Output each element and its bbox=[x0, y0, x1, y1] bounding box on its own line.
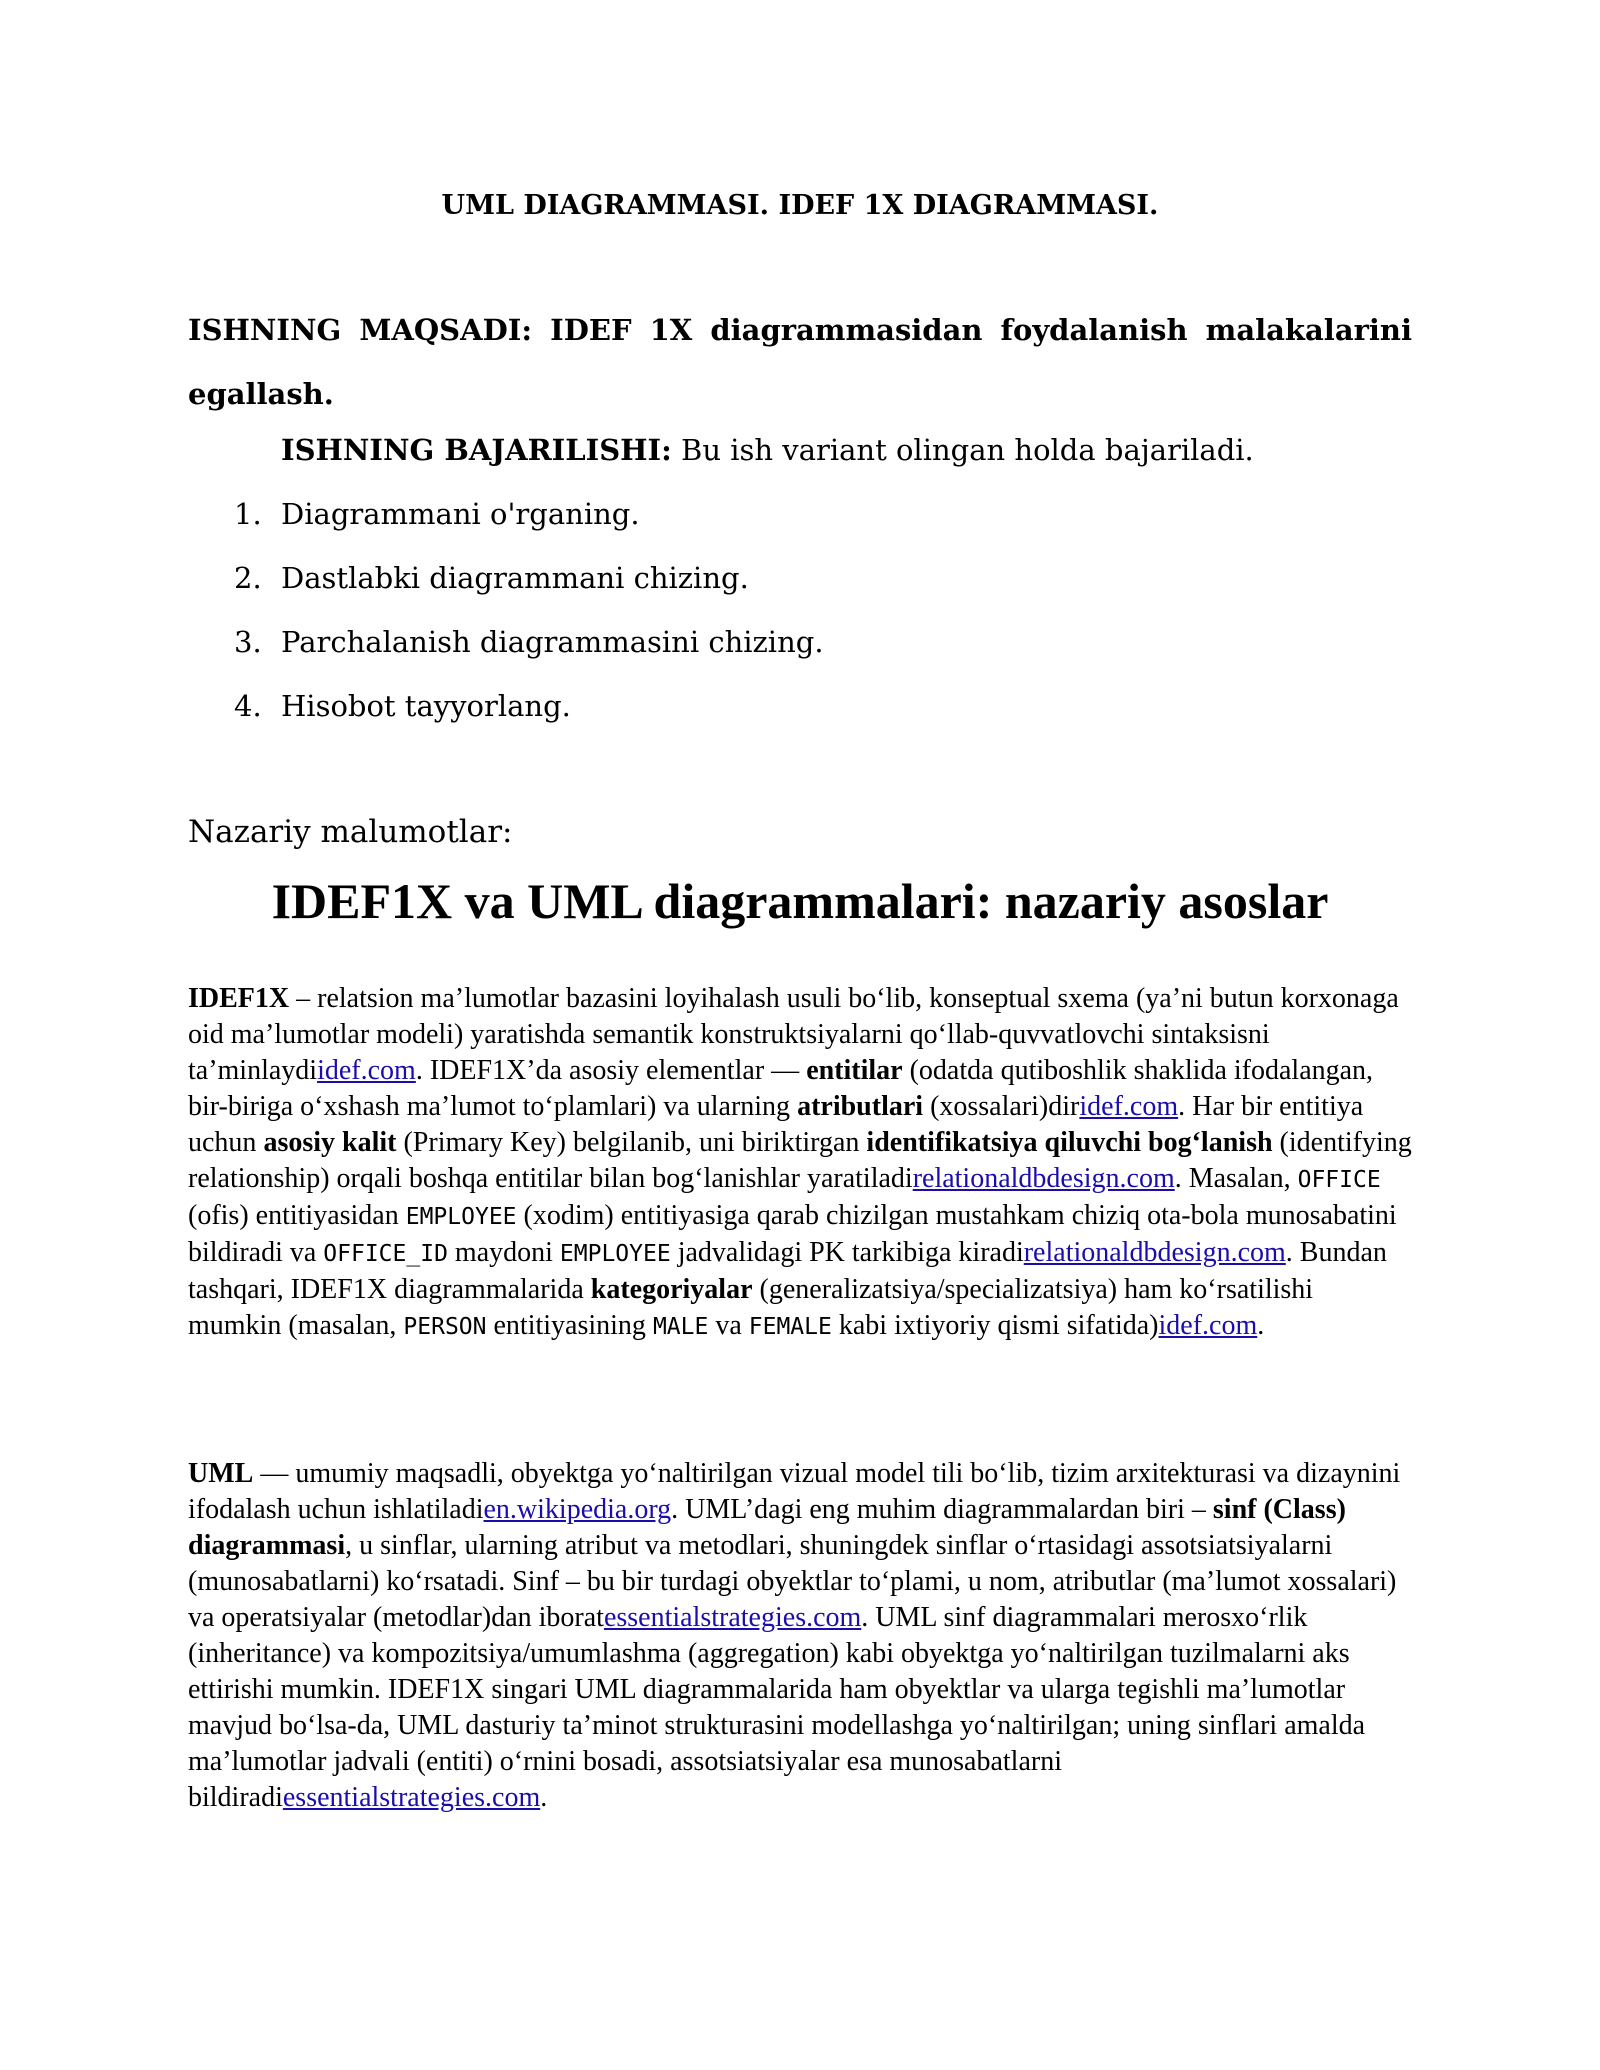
uml-paragraph bbox=[188, 1456, 1412, 1816]
text-run: , u sinflar, ularning atribut va metodlari, shuningdek sinflar o‘rtasidagi assotsiatsiyalarni (munosabatlarni) ko‘rsatadi. Sinf – bu bir turdagi obyektlar to‘plami, u nom, atributlar (ma’lumot xossalari) va operatsiyalar (metodlar)dan iborat bbox=[188, 1530, 1397, 1633]
term-identifying-relationship: identifikatsiya qiluvchi bog‘lanish bbox=[866, 1127, 1273, 1158]
text-run: (Primary Key) belgilanib, uni biriktirgan bbox=[396, 1127, 867, 1158]
goal-label: ISHNING MAQSADI: bbox=[188, 313, 533, 347]
code-female: FEMALE bbox=[748, 1314, 832, 1340]
document-title: UML DIAGRAMMASI. IDEF 1X DIAGRAMMASI. bbox=[441, 190, 1159, 221]
step-number: 4. bbox=[234, 689, 262, 723]
execution-text: Bu ish variant olingan holda bajariladi. bbox=[681, 433, 1254, 467]
source-link-essentialstrategies[interactable]: essentialstrategies.com bbox=[282, 1782, 541, 1813]
step-text: Diagrammani o'rganing. bbox=[281, 497, 640, 531]
list-item bbox=[188, 620, 1412, 684]
execution-label: ISHNING BAJARILISHI: bbox=[281, 433, 672, 467]
term-idef1x: IDEF1X bbox=[188, 983, 290, 1014]
text-run: . bbox=[540, 1782, 548, 1813]
term-kategoriyalar: kategoriyalar bbox=[590, 1274, 753, 1305]
list-item bbox=[188, 684, 1412, 748]
text-run: . Masalan, bbox=[1174, 1163, 1298, 1194]
source-link-relationaldbdesign[interactable]: relationaldbdesign.com bbox=[1023, 1237, 1286, 1268]
text-run: entitiyasining bbox=[486, 1310, 653, 1341]
step-text: Parchalanish diagrammasini chizing. bbox=[281, 625, 824, 659]
steps-list bbox=[188, 492, 1412, 748]
text-run: va bbox=[708, 1310, 749, 1341]
source-link-relationaldbdesign[interactable]: relationaldbdesign.com bbox=[912, 1163, 1175, 1194]
code-person: PERSON bbox=[403, 1314, 487, 1340]
text-run: (xossalari)dir bbox=[923, 1091, 1080, 1122]
code-employee: EMPLOYEE bbox=[559, 1241, 671, 1267]
text-run: – relatsion ma’lumotlar bazasini loyihalash usuli bo‘lib, konseptual sxema (ya’ni butun korxonaga oid ma’lumotlar modeli) yaratishda semantik konstruktsiyalarni qo‘llab-quvvatlovchi sintaksisni ta’minlaydi bbox=[188, 983, 1399, 1086]
step-number: 1. bbox=[234, 497, 262, 531]
text-run: (odatda qutiboshlik shaklida ifodalangan, bir-biriga o‘xshash ma’lumot to‘plamlari) va ularning bbox=[188, 1055, 1374, 1122]
section-heading: IDEF1X va UML diagrammalari: nazariy asoslar bbox=[271, 873, 1329, 929]
step-number: 2. bbox=[234, 561, 262, 595]
term-atributlari: atributlari bbox=[797, 1091, 924, 1122]
term-uml: UML bbox=[188, 1458, 254, 1489]
term-entitilar: entitilar bbox=[806, 1055, 903, 1086]
text-run: . Bundan tashqari, IDEF1X diagrammalarida bbox=[188, 1237, 1387, 1305]
text-run: (identifying relationship) orqali boshqa entitilar bilan bog‘lanishlar yaratiladi bbox=[188, 1127, 1412, 1194]
code-office: OFFICE bbox=[1297, 1167, 1381, 1193]
text-run: . Har bir entitiya uchun bbox=[188, 1091, 1364, 1158]
text-run: (xodim) entitiyasiga qarab chizilgan mustahkam chiziq ota-bola munosabatini bildiradi va bbox=[188, 1200, 1397, 1268]
text-run: . UML’dagi eng muhim diagrammalardan biri – bbox=[671, 1494, 1213, 1525]
code-office-id: OFFICE_ID bbox=[323, 1241, 448, 1267]
text-run: maydoni bbox=[447, 1237, 560, 1268]
text-run: . UML sinf diagrammalari merosxo‘rlik (inheritance) va kompozitsiya/umumlashma (aggregation) kabi obyektga yo‘naltirilgan tuzilmalarni aks ettirishi mumkin. IDEF1X singari UML diagrammalarida ham obyektlar va ularga tegishli ma’lumotlar mavjud bo‘lsa-da, UML dasturiy ta’minot strukturasini modellashga yo‘naltirilgan; uning sinflari amalda ma’lumotlar jadvali (entiti) o‘rnini bosadi, assotsiatsiyalar esa munosabatlarni bildiradi bbox=[188, 1602, 1366, 1813]
execution-paragraph bbox=[281, 428, 1412, 472]
source-link-essentialstrategies[interactable]: essentialstrategies.com bbox=[603, 1602, 862, 1633]
text-run: . bbox=[1257, 1310, 1265, 1341]
goal-text: IDEF 1X diagrammasidan foydalanish malakalarini egallash. bbox=[188, 313, 1413, 411]
text-run: — umumiy maqsadli, obyektga yo‘naltirilgan vizual model tili bo‘lib, tizim arxitekturasi va dizaynini ifodalash uchun ishlatiladi bbox=[188, 1458, 1401, 1525]
text-run: (ofis) entitiyasidan bbox=[188, 1200, 406, 1231]
code-employee: EMPLOYEE bbox=[405, 1204, 517, 1230]
list-item bbox=[188, 492, 1412, 556]
text-run: (generalizatsiya/specializatsiya) ham ko‘rsatilishi mumkin (masalan, bbox=[188, 1274, 1314, 1341]
idef1x-paragraph bbox=[188, 981, 1412, 1345]
step-text: Dastlabki diagrammani chizing. bbox=[281, 561, 749, 595]
term-class-diagram: sinf (Class) diagrammasi bbox=[188, 1494, 1346, 1561]
code-male: MALE bbox=[652, 1314, 709, 1340]
source-link-wikipedia[interactable]: en.wikipedia.org bbox=[483, 1494, 672, 1525]
text-run: kabi ixtiyoriy qismi sifatida) bbox=[831, 1310, 1159, 1341]
text-run: . IDEF1X’da asosiy elementlar — bbox=[415, 1055, 807, 1086]
source-link-idef[interactable]: idef.com bbox=[1079, 1091, 1179, 1122]
list-item bbox=[188, 556, 1412, 620]
term-asosiy-kalit: asosiy kalit bbox=[263, 1127, 397, 1158]
theory-label: Nazariy malumotlar: bbox=[188, 814, 513, 850]
source-link-idef[interactable]: idef.com bbox=[317, 1055, 416, 1086]
step-text: Hisobot tayyorlang. bbox=[281, 689, 571, 723]
source-link-idef[interactable]: idef.com bbox=[1158, 1310, 1258, 1341]
step-number: 3. bbox=[234, 625, 262, 659]
text-run: jadvalidagi PK tarkibiga kiradi bbox=[670, 1237, 1024, 1268]
goal-paragraph bbox=[188, 298, 1412, 426]
